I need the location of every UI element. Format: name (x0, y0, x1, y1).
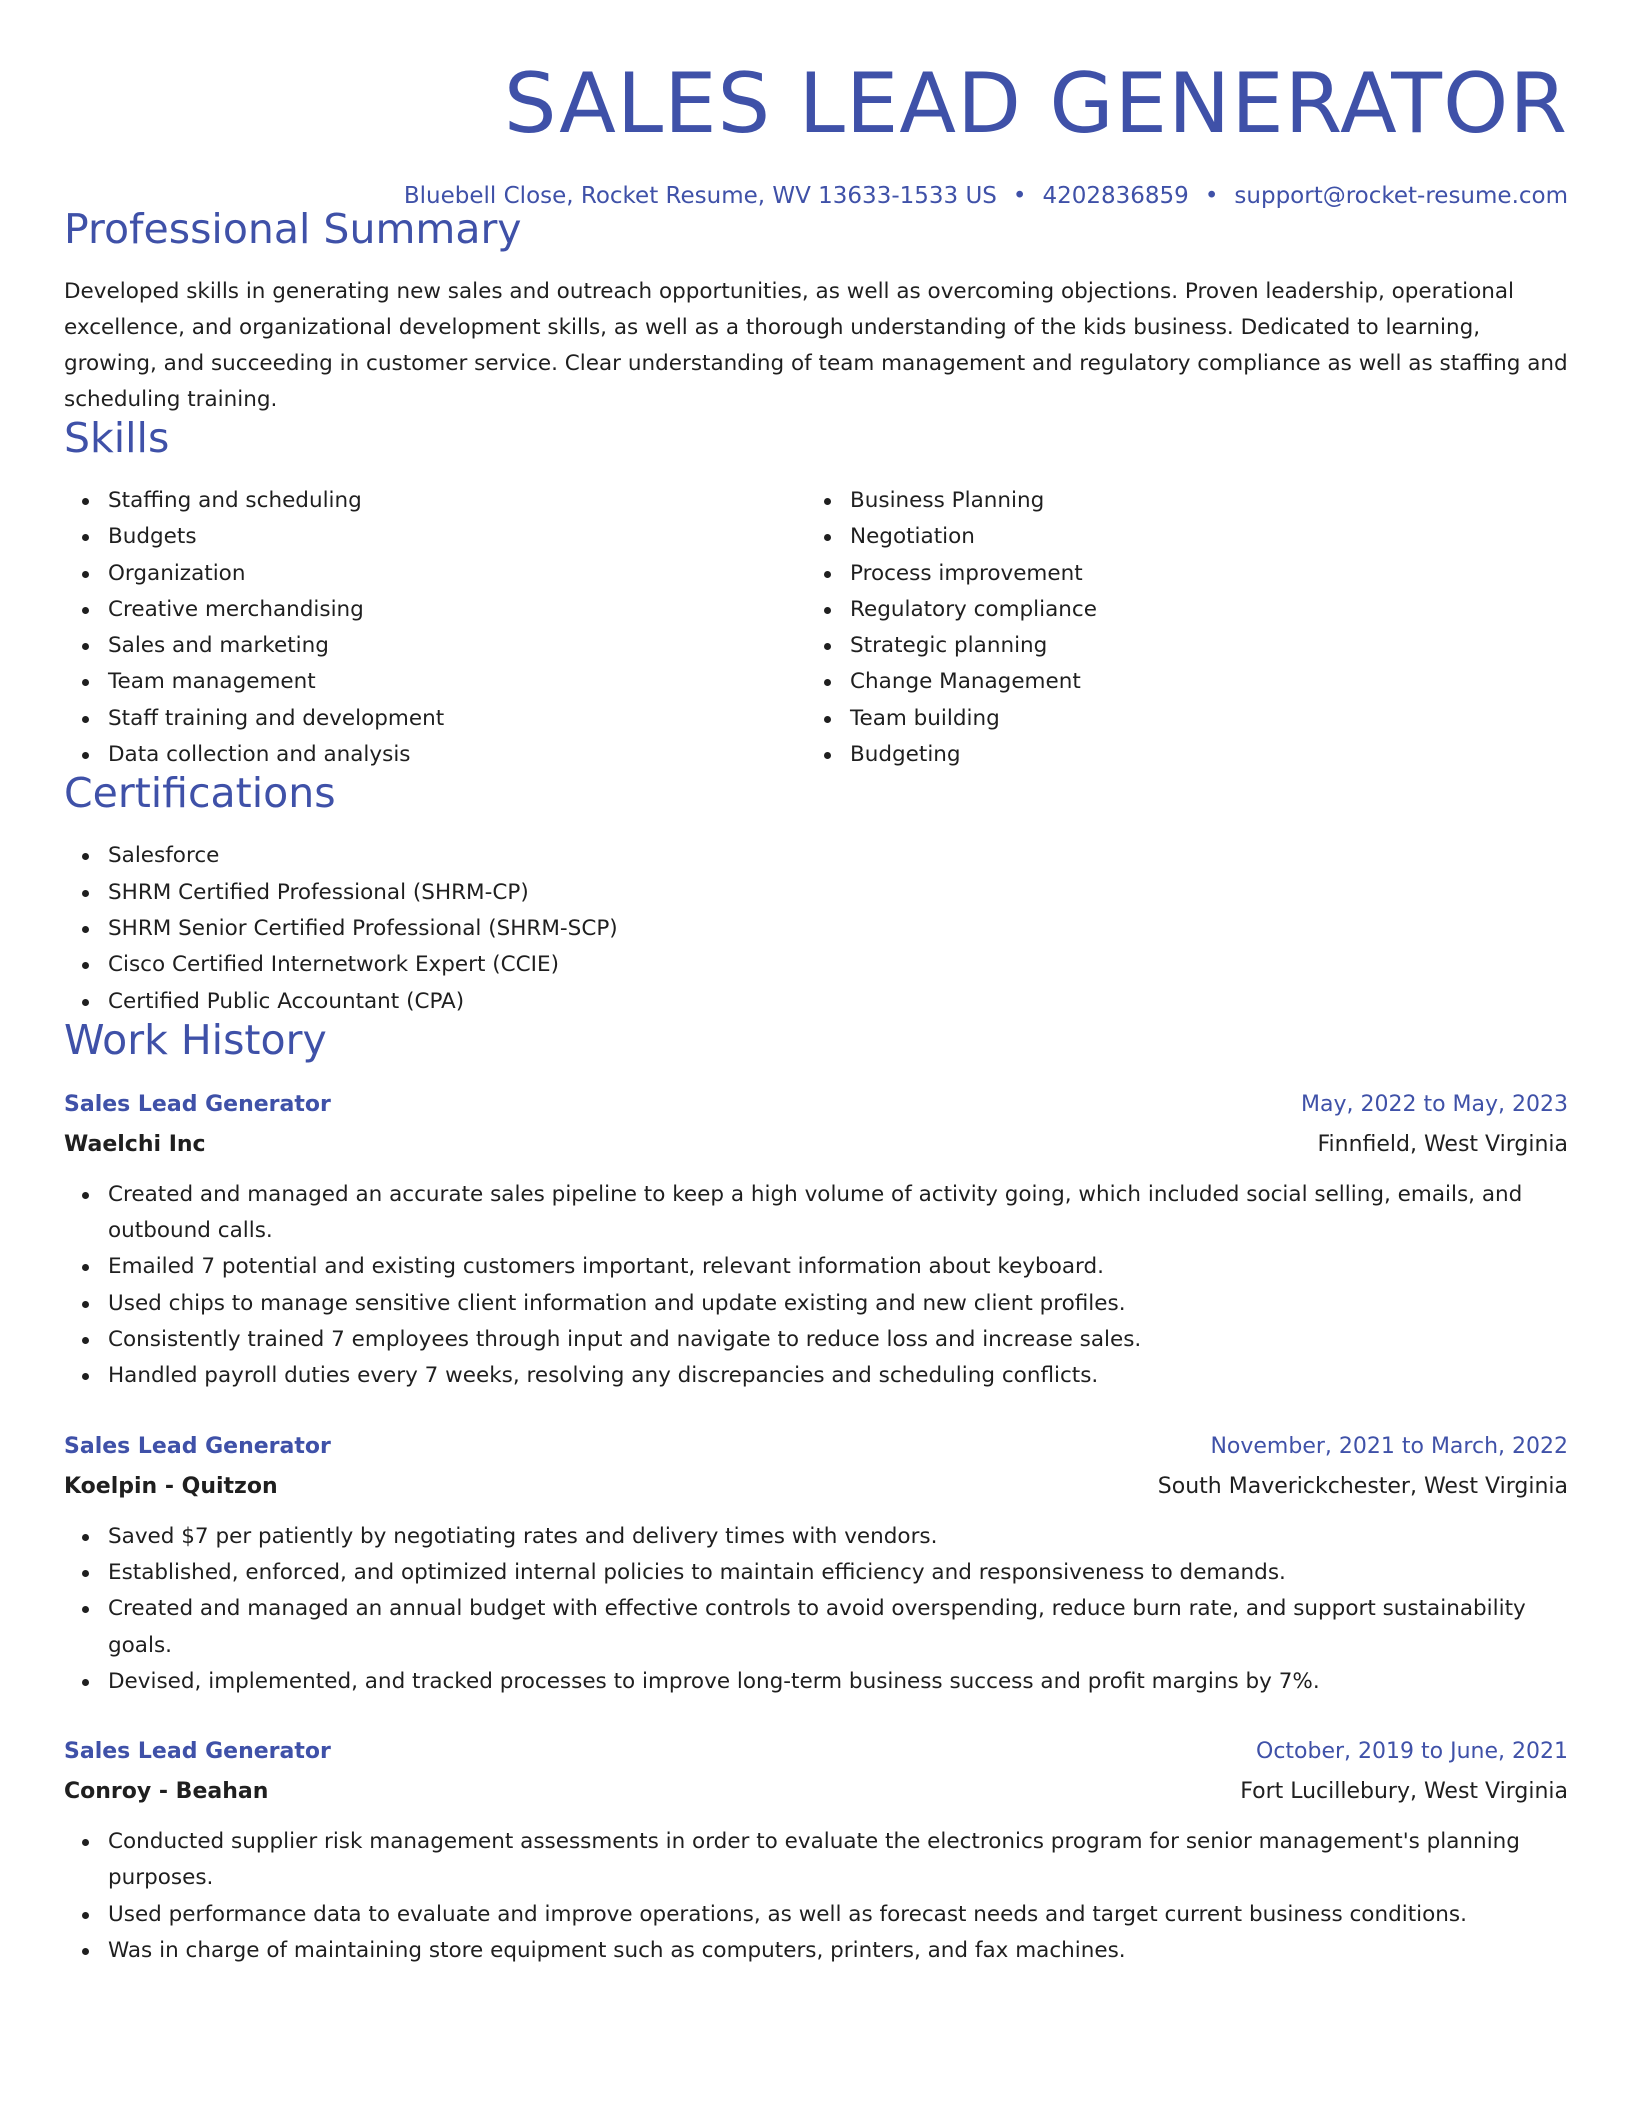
skill-item: Team management (108, 664, 806, 700)
skills-grid (64, 483, 1568, 773)
job-entry (64, 1732, 1568, 1969)
skill-item: Team building (850, 701, 1548, 737)
job-header (64, 1732, 1568, 1772)
job-bullet: Handled payroll duties every 7 weeks, resolving any discrepancies and scheduling conflicts. (108, 1358, 1568, 1394)
certification-item: Cisco Certified Internetwork Expert (CCIE) (108, 947, 1568, 983)
skills-heading: Skills (64, 414, 170, 462)
job-subheader (64, 1467, 1568, 1507)
job-entry (64, 1427, 1568, 1700)
certification-item: Salesforce (108, 838, 1568, 874)
skills-list-right (806, 483, 1548, 773)
job-bullet: Consistently trained 7 employees through input and navigate to reduce loss and increase sales. (108, 1322, 1568, 1358)
certifications-list (64, 838, 1568, 1019)
job-bullet: Used performance data to evaluate and improve operations, as well as forecast needs and target current business conditions. (108, 1897, 1568, 1933)
job-role: Sales Lead Generator (64, 1433, 331, 1459)
skill-item: Budgeting (850, 737, 1548, 773)
job-company: Waelchi Inc (64, 1131, 206, 1157)
certifications-heading: Certifications (64, 769, 336, 818)
job-bullet: Created and managed an accurate sales pipeline to keep a high volume of activity going, which included social selling, emails, and outbound calls. (108, 1177, 1568, 1250)
contact-separator: • (1012, 183, 1027, 209)
job-bullet: Created and managed an annual budget with effective controls to avoid overspending, reduce burn rate, and support sustainability goals. (108, 1591, 1568, 1664)
skill-item: Budgets (108, 519, 806, 555)
phone: 4202836859 (1042, 183, 1189, 209)
job-bullet: Established, enforced, and optimized internal policies to maintain efficiency and responsiveness to demands. (108, 1555, 1568, 1591)
resume-page (64, 0, 1568, 1969)
job-dates: November, 2021 to March, 2022 (1210, 1433, 1568, 1459)
skill-item: Negotiation (850, 519, 1548, 555)
skill-item: Regulatory compliance (850, 592, 1548, 628)
work-history-heading: Work History (64, 1015, 327, 1064)
email-link[interactable]: support@rocket-resume.com (1234, 183, 1568, 209)
job-bullet: Saved $7 per patiently by negotiating rates and delivery times with vendors. (108, 1519, 1568, 1555)
job-bullet: Was in charge of maintaining store equipment such as computers, printers, and fax machines. (108, 1933, 1568, 1969)
job-header (64, 1427, 1568, 1467)
skills-column-right (806, 483, 1548, 773)
job-bullet: Emailed 7 potential and existing customers important, relevant information about keyboard. (108, 1249, 1568, 1285)
job-bullets (64, 1519, 1568, 1700)
candidate-title: SALES LEAD GENERATOR (503, 55, 1568, 152)
address: Bluebell Close, Rocket Resume, WV 13633-1533 US (403, 183, 997, 209)
contact-separator: • (1204, 183, 1219, 209)
job-subheader (64, 1772, 1568, 1812)
job-company: Conroy - Beahan (64, 1779, 269, 1805)
job-subheader (64, 1125, 1568, 1165)
job-role: Sales Lead Generator (64, 1091, 331, 1117)
skill-item: Process improvement (850, 556, 1548, 592)
job-dates: October, 2019 to June, 2021 (1256, 1739, 1568, 1765)
job-bullets (64, 1824, 1568, 1969)
job-bullet: Used chips to manage sensitive client information and update existing and new client profiles. (108, 1286, 1568, 1322)
skill-item: Sales and marketing (108, 628, 806, 664)
job-entry (64, 1085, 1568, 1395)
summary-text: Developed skills in generating new sales and outreach opportunities, as well as overcoming objections. Proven leadership, operational excellence, and organizational development skills, as well as a thorough understanding of the kids business. Dedicated to learning, growing, and succeeding in customer service. Clear understanding of team management and regulatory compliance as well as staffing and scheduling training. (64, 279, 1568, 412)
skill-item: Staff training and development (108, 701, 806, 737)
skill-item: Change Management (850, 664, 1548, 700)
job-bullet: Devised, implemented, and tracked processes to improve long-term business success and profit margins by 7%. (108, 1664, 1568, 1700)
skill-item: Staffing and scheduling (108, 483, 806, 519)
job-header (64, 1085, 1568, 1125)
skill-item: Data collection and analysis (108, 737, 806, 773)
job-dates: May, 2022 to May, 2023 (1301, 1091, 1568, 1117)
job-bullet: Conducted supplier risk management assessments in order to evaluate the electronics program for senior management's planning purposes. (108, 1824, 1568, 1897)
job-role: Sales Lead Generator (64, 1739, 331, 1765)
job-location: Fort Lucillebury, West Virginia (1240, 1779, 1568, 1805)
summary-heading: Professional Summary (64, 205, 522, 253)
certification-item: Certified Public Accountant (CPA) (108, 984, 1568, 1020)
skill-item: Business Planning (850, 483, 1548, 519)
skills-list-left (64, 483, 806, 773)
skill-item: Creative merchandising (108, 592, 806, 628)
skill-item: Strategic planning (850, 628, 1548, 664)
job-bullets (64, 1177, 1568, 1395)
certification-item: SHRM Senior Certified Professional (SHRM-SCP) (108, 911, 1568, 947)
job-location: South Maverickchester, West Virginia (1157, 1473, 1568, 1499)
skills-column-left (64, 483, 806, 773)
job-company: Koelpin - Quitzon (64, 1473, 278, 1499)
job-location: Finnfield, West Virginia (1317, 1131, 1568, 1157)
certification-item: SHRM Certified Professional (SHRM-CP) (108, 875, 1568, 911)
skill-item: Organization (108, 556, 806, 592)
